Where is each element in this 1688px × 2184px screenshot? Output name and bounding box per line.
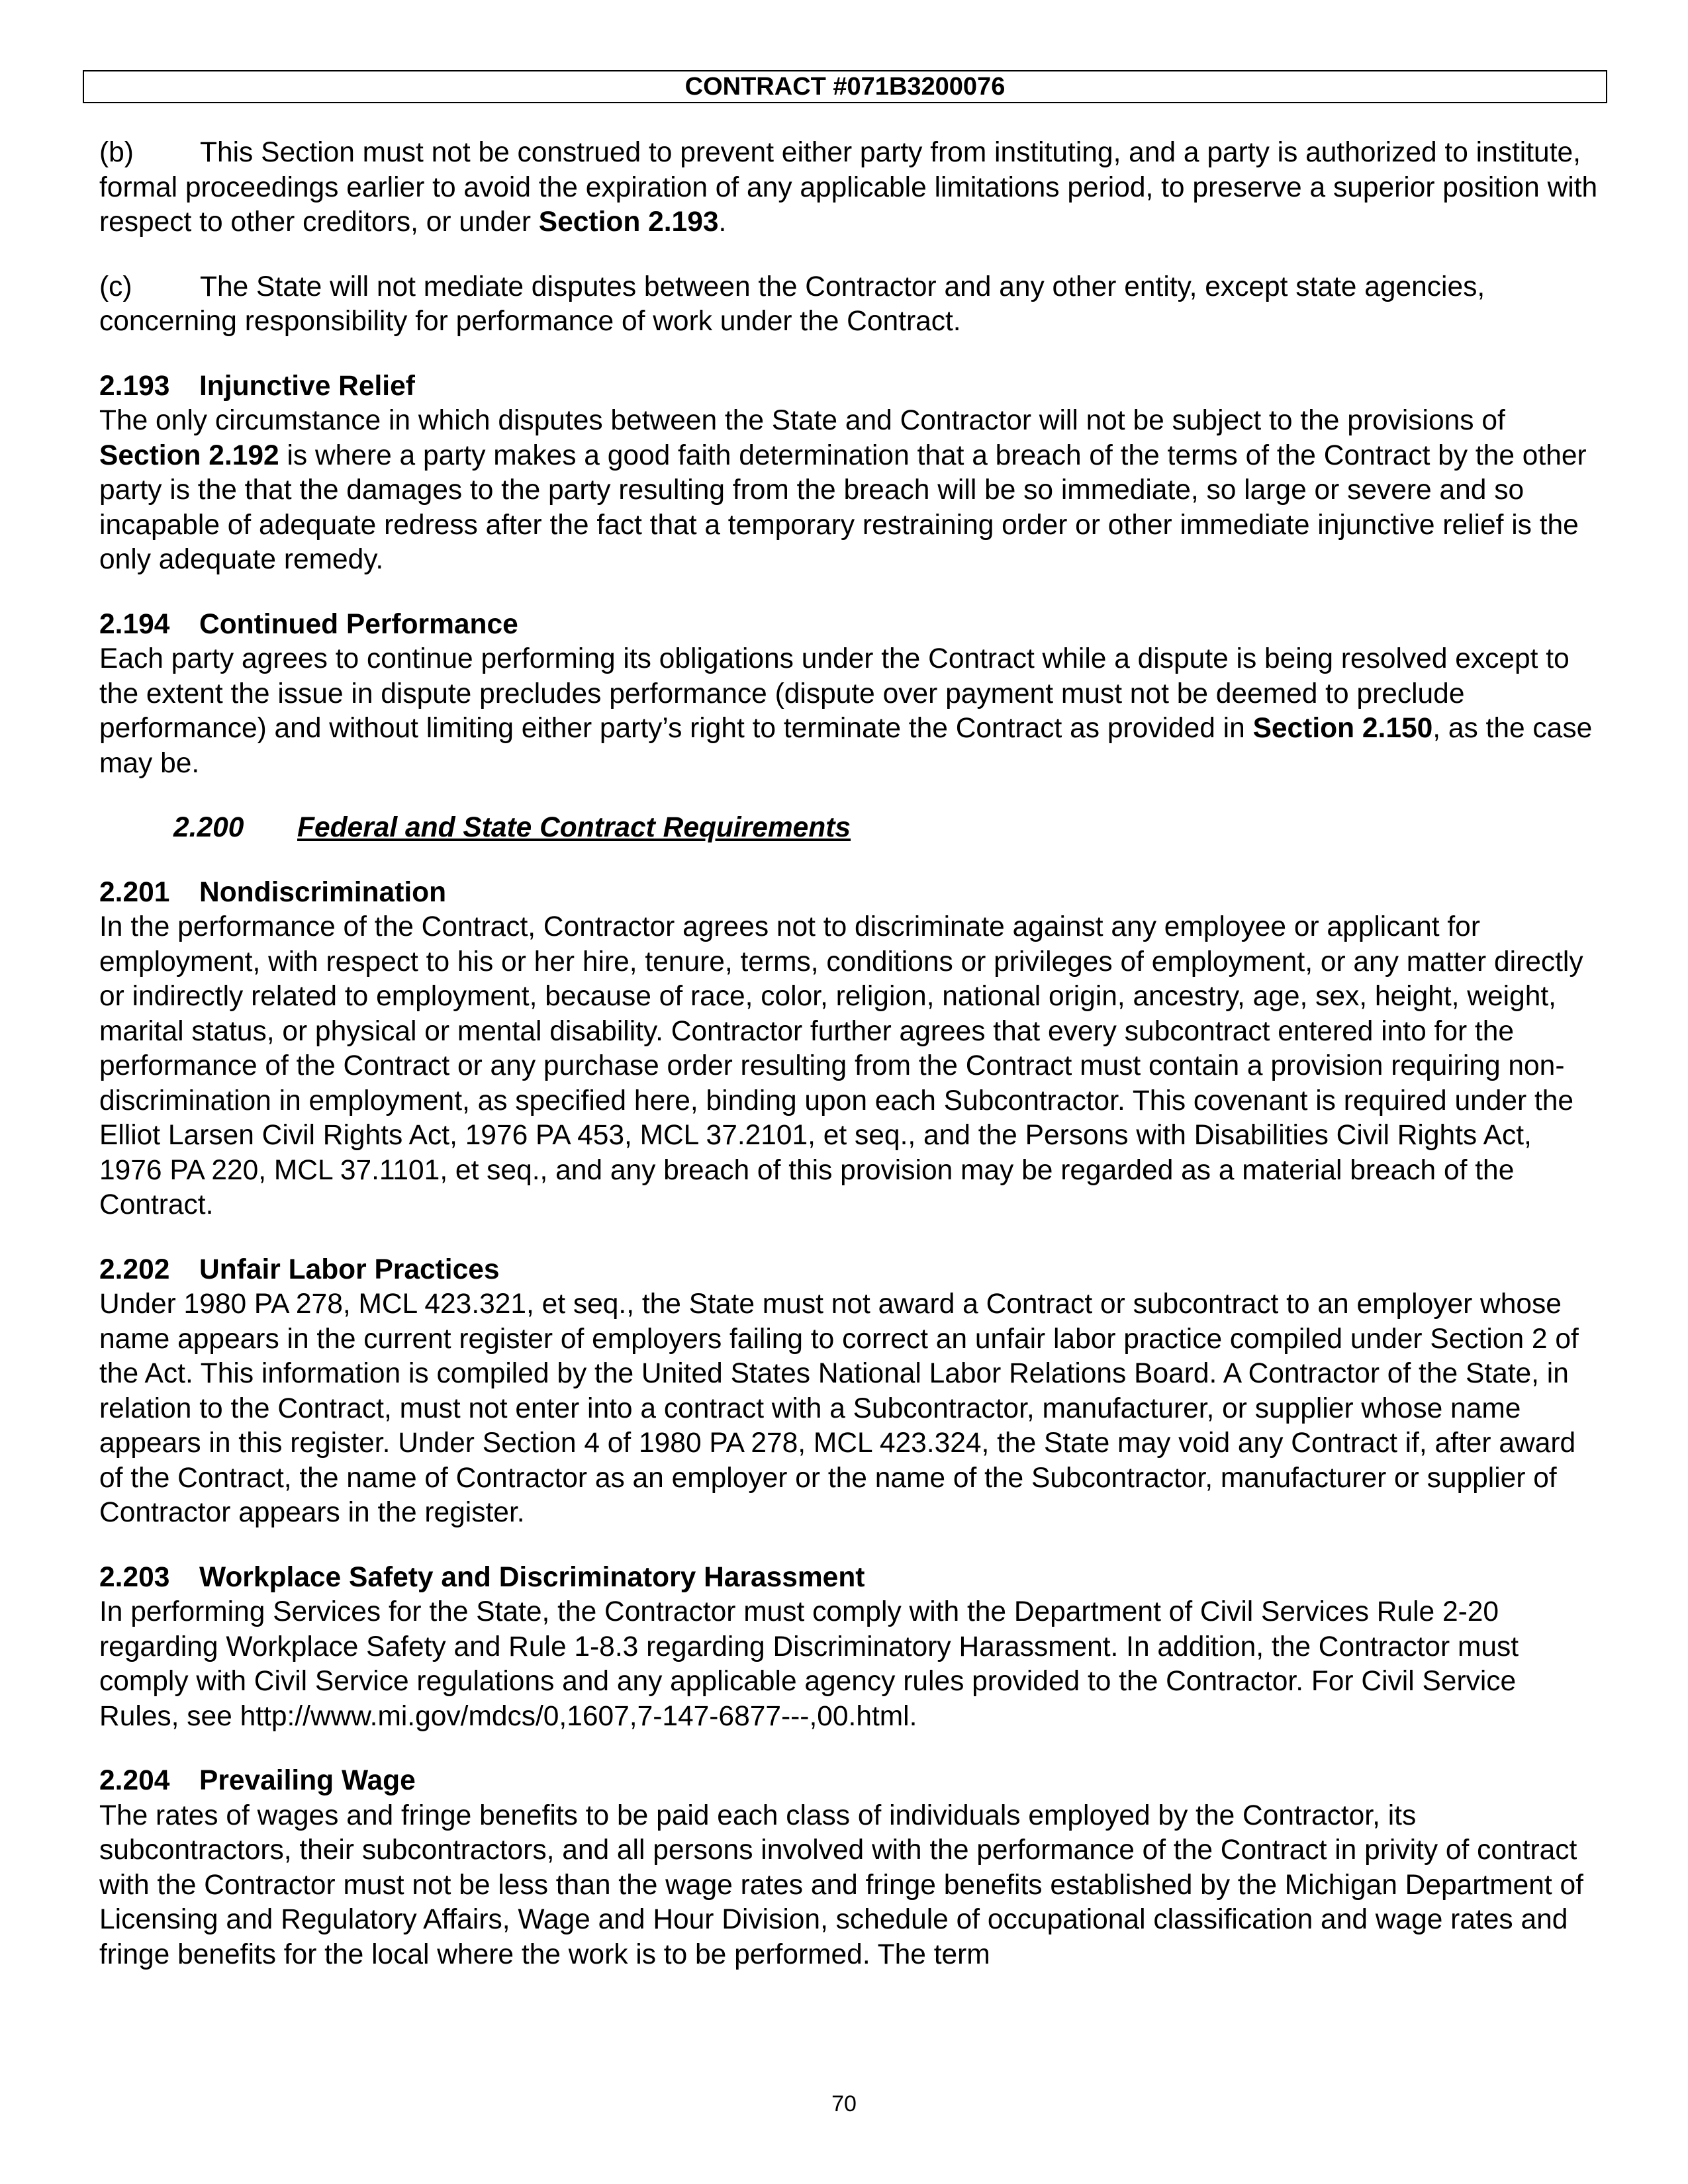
paragraph-label: (b): [99, 137, 134, 168]
section-2-202: [99, 1253, 1602, 1531]
paragraph-b: (b) This Section must not be construed to prevent either party from instituting, and a party is authorized to institute, formal proceedings earlier to avoid the expiration of any applicable limitations period, to preserve a superior position with respect to other creditors, or under Section 2.193.: [99, 137, 1598, 238]
section-2-204: [99, 1764, 1602, 1972]
section-2-193: 2.193 Injunctive Relief The only circumstance in which disputes between the State and Contractor will not be subject to the provisions of Section 2.192 is where a party makes a good faith determination that a breach of the terms of the Contract by the other party is the that the damages to the party resulting from the breach will be so immediate, so large or severe and so incapable of adequate redress after the fact that a temporary restraining order or other immediate injunctive relief is the only adequate remedy.: [99, 369, 1602, 578]
section-heading: [99, 1253, 1602, 1288]
section-number: 2.204: [99, 1765, 170, 1796]
section-number: 2.200: [173, 812, 244, 843]
section-title: Workplace Safety and Discriminatory Harassment: [199, 1561, 865, 1593]
section-text: Under 1980 PA 278, MCL 423.321, et seq., the State must not award a Contract or subcontract to an employer whose name appears in the current register of employers failing to correct an unfair labor practice compiled under Section 2 of the Act. This information is compiled by the United States National Labor Relations Board. A Contractor of the State, in relation to the Contract, must not enter into a contract with a Subcontractor, manufacturer, or supplier whose name appears in this register. Under Section 4 of 1980 PA 278, MCL 423.324, the State may void any Contract if, after award of the Contract, the name of Contractor as an employer or the name of the Subcontractor, manufacturer or supplier of Contractor appears in the register.: [99, 1289, 1579, 1528]
section-number: 2.203: [99, 1561, 170, 1593]
contract-number: CONTRACT #071B3200076: [684, 72, 1006, 101]
section-heading: [99, 876, 1602, 911]
section-heading: [99, 1764, 1602, 1799]
document-body: [99, 136, 1602, 2002]
section-number: 2.202: [99, 1253, 170, 1285]
section-reference: Section 2.192: [99, 439, 279, 471]
section-reference: Section 2.193: [538, 206, 719, 238]
section-number: 2.193: [99, 370, 170, 402]
paragraph-label: (c): [99, 271, 132, 302]
section-heading: [99, 369, 1602, 404]
paragraph-c: (c) The State will not mediate disputes between the Contractor and any other entity, except state agencies, concerning responsibility for performance of work under the Contract.: [99, 271, 1485, 337]
section-title: Continued Performance: [199, 608, 518, 640]
section-title: Federal and State Contract Requirements: [297, 812, 851, 843]
section-number: 2.194: [99, 608, 170, 640]
section-text: The rates of wages and fringe benefits to be paid each class of individuals employed by the Contractor, its subcontractors, their subcontractors, and all persons involved with the performance of the Contract in privity of contract with the Contractor must not be less than the wage rates and fringe benefits established by the Michigan Department of Licensing and Regulatory Affairs, Wage and Hour Division, schedule of occupational classification and wage rates and fringe benefits for the local where the work is to be performed. The term: [99, 1799, 1583, 1970]
contract-header: [83, 70, 1607, 103]
section-number: 2.201: [99, 876, 170, 908]
section-title: Unfair Labor Practices: [199, 1253, 500, 1285]
section-2-201: [99, 876, 1602, 1223]
section-title: Injunctive Relief: [199, 370, 415, 402]
section-title: Nondiscrimination: [199, 876, 447, 908]
section-text: In the performance of the Contract, Contractor agrees not to discriminate against any employee or applicant for employment, with respect to his or her hire, tenure, terms, conditions or privileges of employment, or any matter directly or indirectly related to employment, because of race, color, religion, national origin, ancestry, age, sex, height, weight, marital status, or physical or mental disability. Contractor further agrees that every subcontract entered into for the performance of the Contract or any purchase order resulting from the Contract must contain a provision requiring non-discrimination in employment, as specified here, binding upon each Subcontractor. This covenant is required under the Elliot Larsen Civil Rights Act, 1976 PA 453, MCL 37.2101, et seq., and the Persons with Disabilities Civil Rights Act, 1976 PA 220, MCL 37.1101, et seq., and any breach of this provision may be regarded as a material breach of the Contract.: [99, 911, 1583, 1220]
section-title: Prevailing Wage: [199, 1765, 416, 1796]
section-heading: [99, 608, 1602, 643]
section-2-203: [99, 1561, 1602, 1735]
section-2-194: 2.194 Continued Performance Each party agrees to continue performing its obligations under the Contract while a dispute is being resolved except to the extent the issue in dispute precludes performance (dispute over payment must not be deemed to preclude performance) and without limiting either party’s right to terminate the Contract as provided in Section 2.150, as the case may be.: [99, 608, 1602, 782]
section-2-200-heading: [173, 811, 1602, 846]
section-text: In performing Services for the State, the Contractor must comply with the Department of Civil Services Rule 2-20 regarding Workplace Safety and Rule 1-8.3 regarding Discriminatory Harassment. In addition, the Contractor must comply with Civil Service regulations and any applicable agency rules provided to the Contractor. For Civil Service Rules, see http://www.mi.gov/mdcs/0,1607,7-147-6877---,00.html.: [99, 1596, 1519, 1732]
section-reference: Section 2.150: [1252, 713, 1433, 744]
page-number: 70: [831, 2091, 857, 2116]
section-heading: [99, 1561, 1602, 1596]
